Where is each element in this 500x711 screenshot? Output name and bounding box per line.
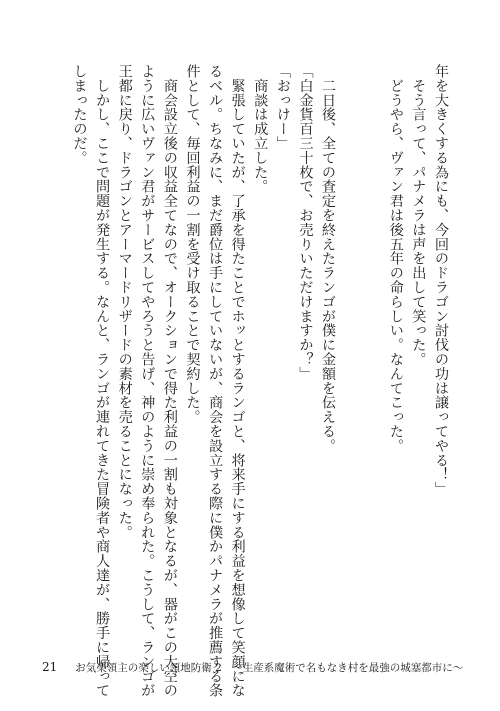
text-line: 件として、毎回利益の一割を受け取ることで契約した。 [184,64,201,424]
text-line: しかし、ここで問題が発生する。なんと、ランゴが連れてきた冒険者や商人達が、勝手に帰って [94,64,111,698]
text-line: るベル。ちなみに、まだ爵位は手にしていないが、商会を設立する際に僕かパナメラが推薦する条 [207,64,224,698]
page-footer [42,660,463,675]
text-line: 「白金貨百三十枚で、お売りいただけますか？」 [297,64,314,381]
text-line: 王都に戻り、ドラゴンとアーマードリザードの素材を売ることになった。 [116,64,133,540]
text-line: 緊張していたが、了承を得たことでホッとするランゴと、将来手にする利益を想像して笑顔にな [229,64,246,698]
text-line: そう言って、パナメラは声を出して笑った。 [410,64,427,367]
text-line: 商談は成立した。 [252,64,269,194]
page-number: 21 [42,660,58,674]
text-line: 二日後、全ての査定を終えたランゴが僕に金額を伝える。 [320,64,337,453]
text-line: ように広いヴァン君がサービスしてやろうと告げ、神のように崇め奉られた。こうして、ランゴが [139,64,156,698]
text-line: 年を大きくする為にも、今回のドラゴン討伐の功は譲ってやる！」 [433,64,449,496]
text-line: どうやら、ヴァン君は後五年の命らしい。なんてこった。 [387,64,404,453]
text-line: 商会設立後の収益全てなので、オークションで得た利益の一割も対象となるが、器がこの大空の [161,64,178,698]
book-title: お気楽領主の楽しい領地防衛 2 ～生産系魔術で名もなき村を最強の城塞都市に～ [75,662,464,674]
blank-line [339,64,362,624]
text-line: しまったのだ。 [71,64,88,165]
blank-line [362,64,385,624]
text-line: 「おっけー」 [274,64,291,151]
